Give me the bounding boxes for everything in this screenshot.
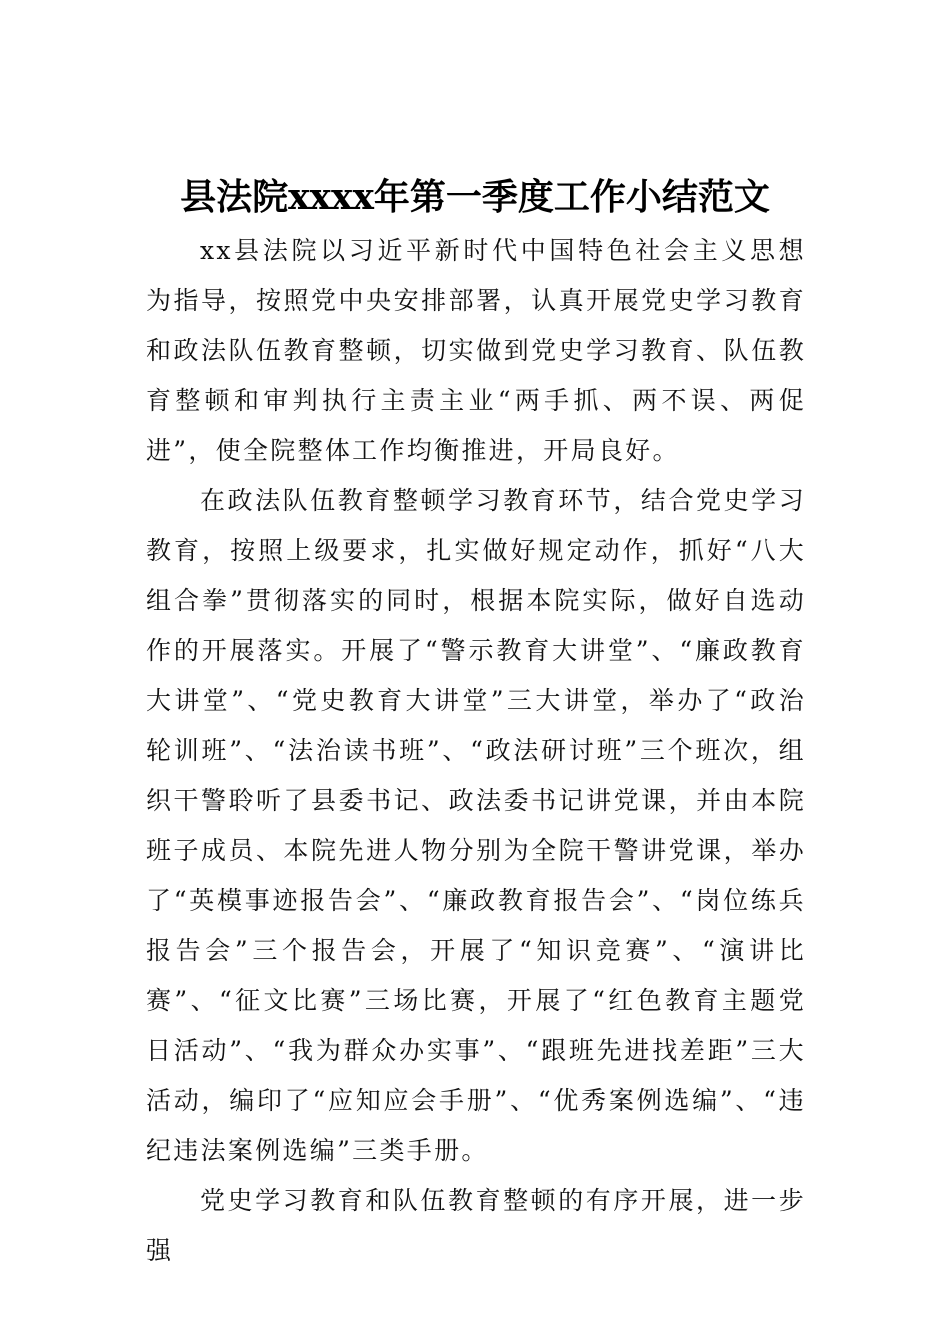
paragraph-1: xx县法院以习近平新时代中国特色社会主义思想为指导，按照党中央安排部署，认真开展党史学习教育和政法队伍教育整顿，切实做到党史学习教育、队伍教育整顿和审判执行主责主业“两手抓、两不误、两促进”，使全院整体工作均衡推进，开局良好。: [146, 236, 806, 465]
document-body: [146, 226, 806, 1276]
paragraph-2: 在政法队伍教育整顿学习教育环节，结合党史学习教育，按照上级要求，扎实做好规定动作，抓好“八大组合拳”贯彻落实的同时，根据本院实际，做好自选动作的开展落实。开展了“警示教育大讲堂”、“廉政教育大讲堂”、“党史教育大讲堂”三大讲堂，举办了“政治轮训班”、“法治读书班”、“政法研讨班”三个班次，组织干警聆听了县委书记、政法委书记讲党课，并由本院班子成员、本院先进人物分别为全院干警讲党课，举办了“英模事迹报告会”、“廉政教育报告会”、“岗位练兵报告会”三个报告会，开展了“知识竞赛”、“演讲比赛”、“征文比赛”三场比赛，开展了“红色教育主题党日活动”、“我为群众办实事”、“跟班先进找差距”三大活动，编印了“应知应会手册”、“优秀案例选编”、“违纪违法案例选编”三类手册。: [146, 486, 806, 1165]
paragraph-3: 党史学习教育和队伍教育整顿的有序开展，进一步强: [146, 1186, 806, 1265]
document-title: 县法院xxxx年第一季度工作小结范文: [180, 176, 770, 219]
